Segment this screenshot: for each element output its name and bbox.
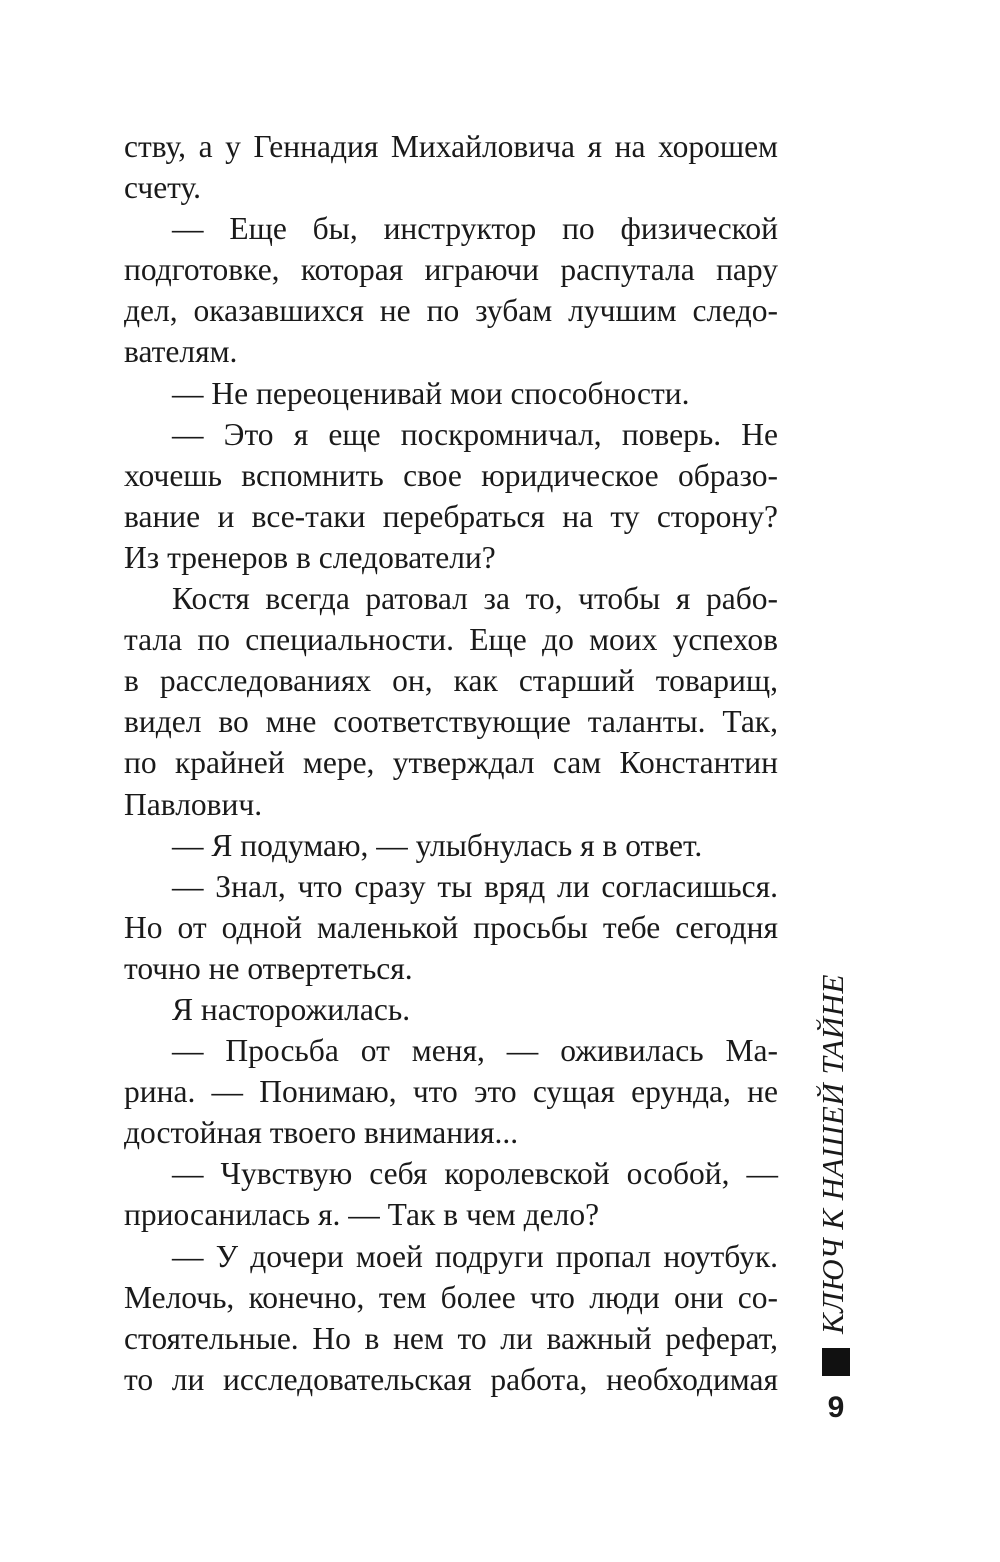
text-line: Из тренеров в следователи? [124,539,496,575]
title-marker-square [822,1348,850,1376]
text-line: — Не переоценивай мои способности. [172,375,690,411]
text-line: Но от одной маленькой просьбы тебе сегодня [124,909,778,945]
text-line: стоятельные. Но в нем то ли важный реферат, [124,1320,778,1356]
running-title: КЛЮЧ К НАШЕЙ ТАЙНЕ [815,974,850,1334]
text-line: приосанилась я. — Так в чем дело? [124,1197,600,1233]
text-line: видел во мне соответствующие таланты. Так, [124,704,778,740]
text-line: Павлович. [124,786,263,822]
text-line: — Я подумаю, — улыбнулась я в ответ. [172,827,703,863]
text-line: — Знал, что сразу ты вряд ли согласишься. [172,868,778,904]
text-line: Я насторожилась. [172,991,411,1027]
text-line: в расследованиях он, как старший товарищ, [124,663,778,699]
text-line: по крайней мере, утверждал сам Константин [124,745,778,781]
page-number: 9 [827,1391,845,1424]
text-line: — Просьба от меня, — оживилась Ма- [172,1033,778,1069]
text-line: — Это я еще поскромничал, поверь. Не [172,416,778,452]
text-line: ству, а у Геннадия Михайловича я на хорошем [124,129,778,164]
text-line: тала по специальности. Еще до моих успехов [124,622,778,658]
text-line: — У дочери моей подруги пропал ноутбук. [172,1238,778,1274]
text-line: рина. — Понимаю, что это сущая ерунда, не [124,1074,778,1110]
text-line: то ли исследовательская работа, необходимая [124,1361,778,1397]
text-line: — Чувствую себя королевской особой, — [172,1156,778,1192]
text-line: Мелочь, конечно, тем более что люди они со- [124,1279,778,1315]
text-line: хочешь вспомнить свое юридическое образо- [124,457,778,493]
body-text [124,126,778,1400]
text-line: достойная твоего внимания... [124,1115,519,1151]
text-line: — Еще бы, инструктор по физической [172,211,778,247]
text-line: точно не отвертеться. [124,950,413,986]
text-line: вание и все-таки перебраться на ту сторону? [124,498,778,534]
text-line: вателям. [124,334,238,370]
text-line: Костя всегда ратовал за то, чтобы я рабо- [172,581,778,617]
text-line: подготовке, которая играючи распутала пару [124,252,778,288]
text-line: счету. [124,170,201,206]
text-line: дел, оказавшихся не по зубам лучшим следо- [124,293,778,329]
